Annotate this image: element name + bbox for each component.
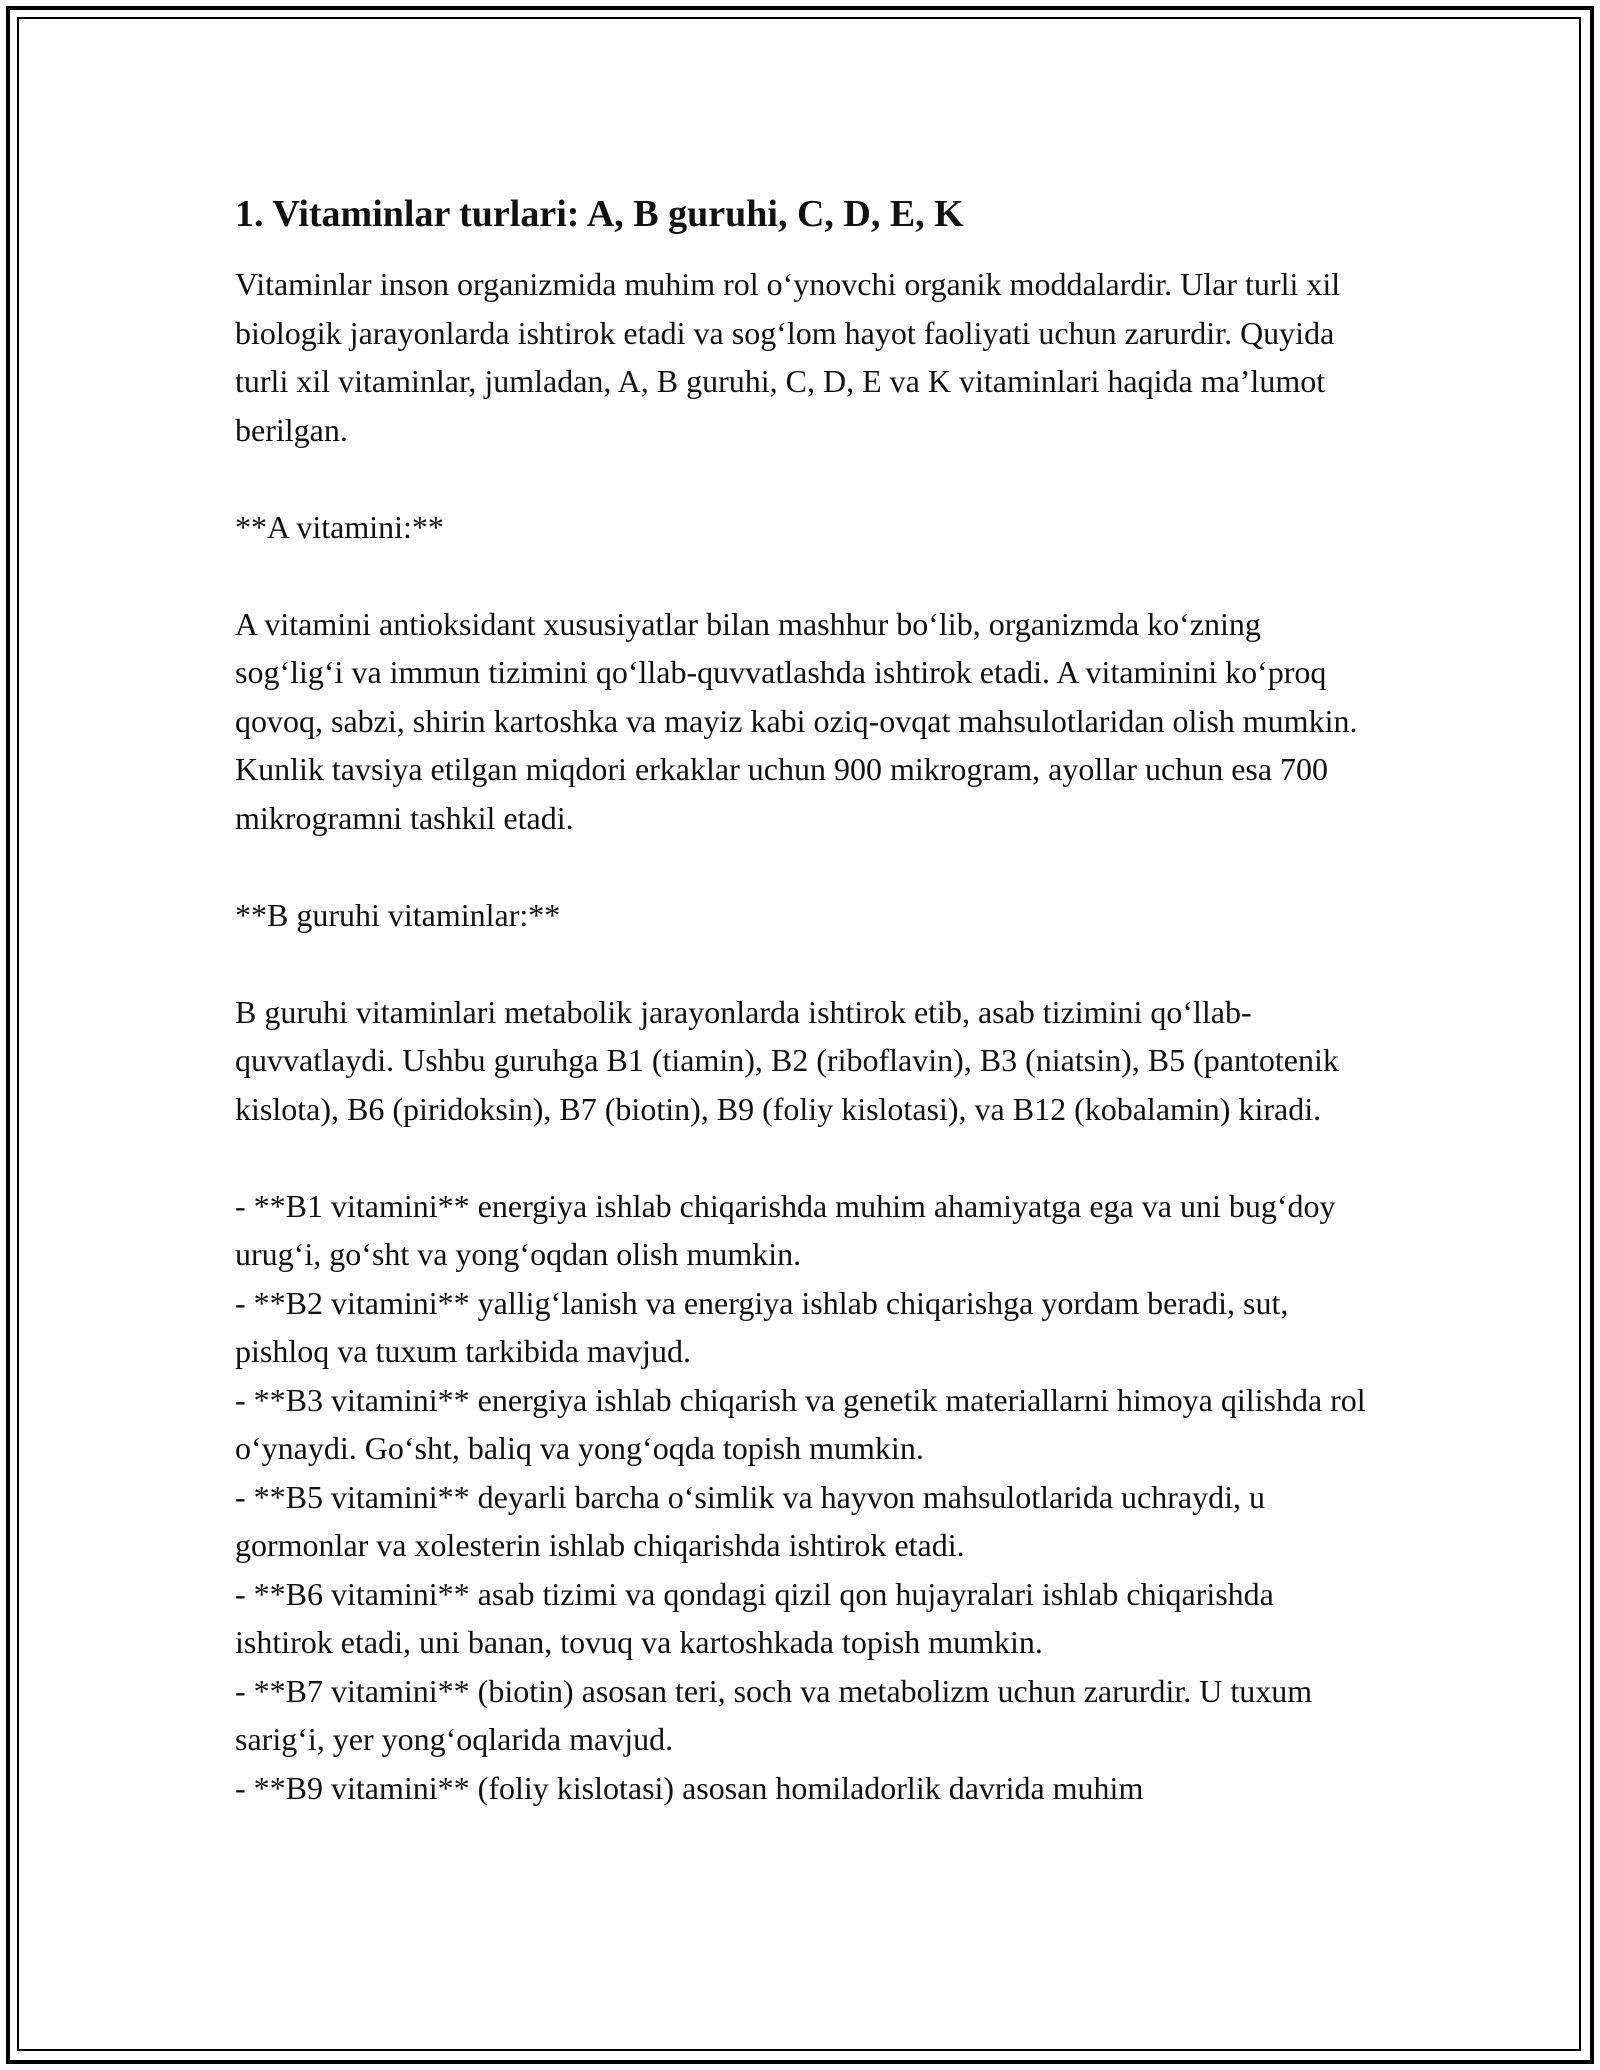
intro-paragraph: Vitaminlar inson organizmida muhim rol oʻynovchi organik moddalardir. Ular turli xil biologik jarayonlarda ishtirok etadi va sogʻlom hayot faoliyati uchun zarurdir. Quyida turli xil vitaminlar, jumladan, A, B guruhi, C, D, E va K vitaminlari haqida maʼlumot berilgan.: [235, 266, 1341, 448]
b-vitamin-list: [235, 1182, 1375, 1813]
list-item: - **B9 vitamini** (foliy kislotasi) asosan homiladorlik davrida muhim: [235, 1769, 1144, 1806]
vitamin-a-paragraph: A vitamini antioksidant xususiyatlar bilan mashhur boʻlib, organizmda koʻzning sogʻligʻi va immun tizimini qoʻllab-quvvatlashda ishtirok etadi. A vitaminini koʻproq qovoq, sabzi, shirin kartoshka va mayiz kabi oziq-ovqat mahsulotlaridan olish mumkin. Kunlik tavsiya etilgan miqdori erkaklar uchun 900 mikrogram, ayollar uchun esa 700 mikrogramni tashkil etadi.: [235, 605, 1358, 836]
list-item: - **B2 vitamini** yalligʻlanish va energiya ishlab chiqarishga yordam beradi, sut, pishloq va tuxum tarkibida mavjud.: [235, 1284, 1289, 1369]
list-item: - **B5 vitamini** deyarli barcha oʻsimlik va hayvon mahsulotlarida uchraydi, u gormonlar va xolesterin ishlab chiqarishda ishtirok etadi.: [235, 1478, 1265, 1563]
b-group-title: **B guruhi vitaminlar:**: [235, 896, 561, 933]
b-group-paragraph: B guruhi vitaminlari metabolik jarayonlarda ishtirok etib, asab tizimini qoʻllab-quvvatlaydi. Ushbu guruhga B1 (tiamin), B2 (riboflavin), B3 (niatsin), B5 (pantotenik kislota), B6 (piridoksin), B7 (biotin), B9 (foliy kislotasi), va B12 (kobalamin) kiradi.: [235, 993, 1339, 1127]
list-item: - **B3 vitamini** energiya ishlab chiqarish va genetik materiallarni himoya qilishda rol oʻynaydi. Goʻsht, baliq va yongʻoqda topish mumkin.: [235, 1381, 1366, 1466]
list-item: - **B7 vitamini** (biotin) asosan teri, soch va metabolizm uchun zarurdir. U tuxum sarigʻi, yer yongʻoqlarida mavjud.: [235, 1672, 1313, 1757]
vitamin-a-title: **A vitamini:**: [235, 508, 444, 545]
list-item: - **B6 vitamini** asab tizimi va qondagi qizil qon hujayralari ishlab chiqarishda ishtirok etadi, uni banan, tovuq va kartoshkada topish mumkin.: [235, 1575, 1274, 1660]
list-item: - **B1 vitamini** energiya ishlab chiqarishda muhim ahamiyatga ega va uni bugʻdoy urugʻi, goʻsht va yongʻoqdan olish mumkin.: [235, 1187, 1336, 1272]
document-body: [235, 190, 1375, 1812]
section-heading: 1. Vitaminlar turlari: A, B guruhi, C, D, E, K: [235, 193, 964, 235]
